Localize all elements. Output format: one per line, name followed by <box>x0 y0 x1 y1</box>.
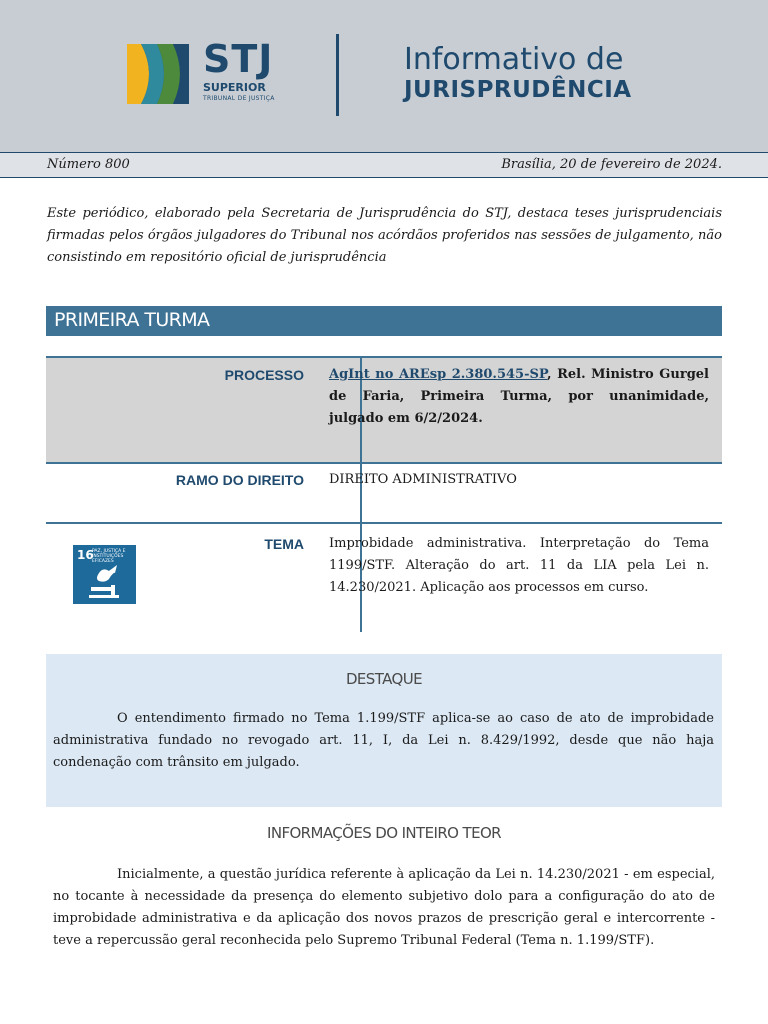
dove-gavel-icon <box>85 563 125 601</box>
tema-row <box>46 524 722 632</box>
section-header <box>46 306 722 336</box>
intro-paragraph: Este periódico, elaborado pela Secretaria de Jurisprudência do STJ, destaca teses jurisprudenciais firmadas pelos órgãos julgadores do Tribunal nos acórdãos proferidos nas sessões de julgamento, não consistindo em repositório oficial de jurisprudência <box>47 206 722 265</box>
ods-16-badge <box>73 545 136 604</box>
processo-label: PROCESSO <box>224 367 304 383</box>
page-header <box>0 0 768 152</box>
stj-logo-icon <box>127 44 189 104</box>
destaque-box <box>46 654 722 807</box>
inteiro-teor-title: INFORMAÇÕES DO INTEIRO TEOR <box>267 824 501 842</box>
ramo-row <box>46 462 722 524</box>
ramo-label: RAMO DO DIREITO <box>175 472 304 488</box>
processo-value <box>329 364 709 430</box>
logo-text: STJ <box>203 37 274 81</box>
destaque-title: DESTAQUE <box>345 670 422 688</box>
section-title: PRIMEIRA TURMA <box>54 309 210 331</box>
inteiro-teor-text: Inicialmente, a questão jurídica referente à aplicação da Lei n. 14.230/2021 - em especial, no tocante à necessidade da presença do elemento subjetivo dolo para a configuração do ato de improbidade administrativa e da aplicação dos novos prazos de prescrição geral e intercorrente - teve a repercussão geral reconhecida pelo Supremo Tribunal Federal (Tema n. 1.199/STF). <box>53 867 715 948</box>
publication-title: Informativo de <box>404 42 624 77</box>
tema-label: TEMA <box>264 536 304 552</box>
issue-date: Brasília, 20 de fevereiro de 2024. <box>501 157 722 172</box>
ods-number: 16 <box>77 548 94 562</box>
issue-number: Número 800 <box>47 157 130 172</box>
header-divider <box>336 34 339 116</box>
tema-value: Improbidade administrativa. Interpretação do Tema 1199/STF. Alteração do art. 11 da LIA pela Lei n. 14.230/2021. Aplicação aos processos em curso. <box>329 536 709 595</box>
processo-details: , Rel. Ministro Gurgel de Faria, Primeira Turma, por unanimidade, julgado em 6/2/2024. <box>329 367 709 426</box>
logo-subtitle: SUPERIOR <box>203 81 266 94</box>
processo-row <box>46 356 722 464</box>
processo-link[interactable]: AgInt no AREsp 2.380.545-SP <box>329 367 547 382</box>
ods-text: PAZ, JUSTIÇA E INSTITUIÇÕES EFICAZES <box>92 549 126 564</box>
ramo-value: DIREITO ADMINISTRATIVO <box>329 472 517 487</box>
destaque-text: O entendimento firmado no Tema 1.199/STF aplica-se ao caso de ato de improbidade administrativa fundado no revogado art. 11, I, da Lei n. 8.429/1992, desde que não haja condenação com trânsito em julgado. <box>53 711 714 770</box>
issue-bar <box>0 152 768 178</box>
logo-subtitle-small: TRIBUNAL DE JUSTIÇA <box>203 95 275 102</box>
publication-subtitle: JURISPRUDÊNCIA <box>404 77 632 103</box>
